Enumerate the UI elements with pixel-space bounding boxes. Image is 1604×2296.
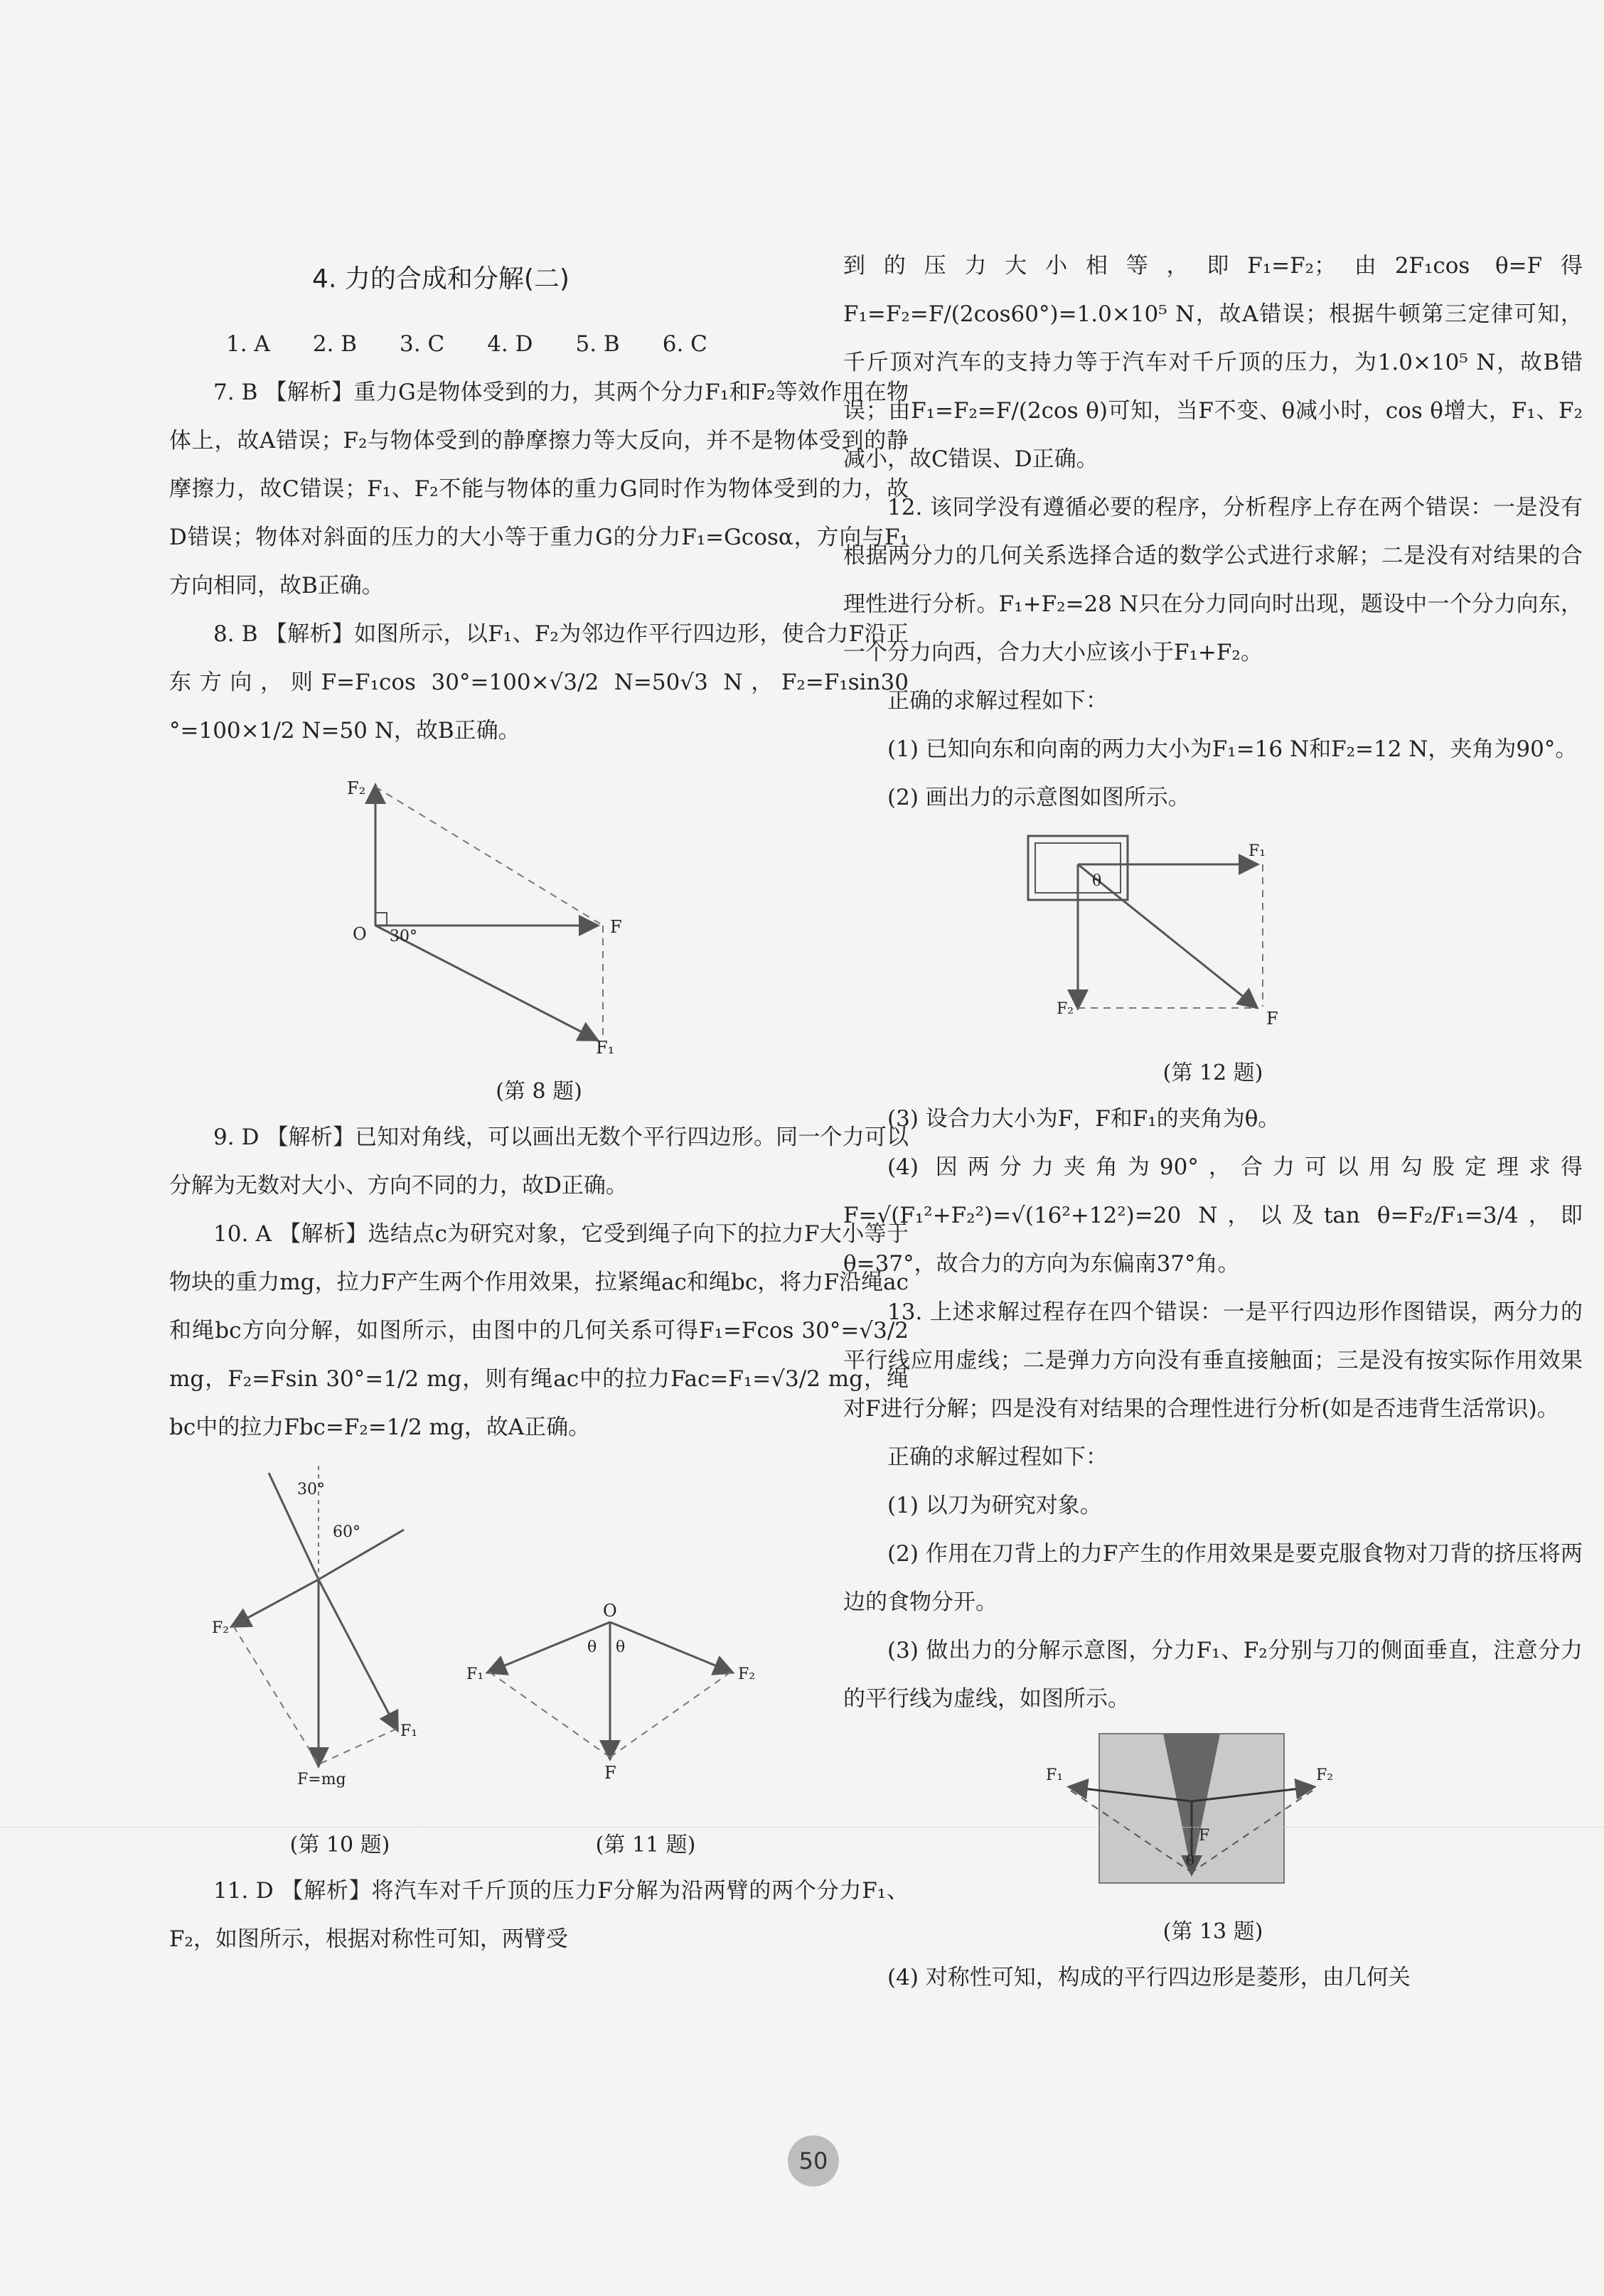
caption-fig13: (第 13 题)	[1162, 1919, 1263, 1944]
label-theta-r: θ	[616, 1638, 626, 1656]
q10-text: 10. A 【解析】选结点c为研究对象，它受到绳子向下的拉力F大小等于物块的重力mg，拉力F产生两个作用效果，拉紧绳ac和绳bc，将力F沿绳ac和绳bc方向分解，如图所示，由图中的几何关系可得F₁=Fcos 30°=√3/2 mg，F₂=Fsin 30°=1/2 mg，则有绳ac中的拉力Fac=F₁=√3/2 mg，绳bc中的拉力Fbc=F₂=1/2 mg，故A正确。	[169, 1221, 909, 1440]
answer-6: 6. C	[662, 331, 707, 357]
label-F-fig13: F	[1199, 1827, 1210, 1845]
label-F1-fig11: F₁	[466, 1665, 484, 1683]
q13-step1: (1) 以刀为研究对象。	[887, 1493, 1102, 1518]
label-60-fig10: 60°	[333, 1523, 360, 1541]
q9-text: 9. D 【解析】已知对角线，可以画出无数个平行四边形。同一个力可以分解为无数对大小、方向不同的力，故D正确。	[169, 1125, 909, 1198]
q12-step1: (1) 已知向东和向南的两力大小为F₁=16 N和F₂=12 N，夹角为90°。	[887, 736, 1578, 762]
caption-fig8: (第 8 题)	[496, 1079, 582, 1104]
label-30: 30°	[390, 928, 417, 945]
q12-head: 正确的求解过程如下：	[887, 688, 1108, 714]
label-F2-fig12: F₂	[1057, 1000, 1074, 1018]
q13-step2: (2) 作用在刀背上的力F产生的作用效果是要克服食物对刀背的挤压将两边的食物分开。	[843, 1541, 1583, 1615]
label-F2-fig10: F₂	[212, 1619, 230, 1637]
label-F-fig12: F	[1266, 1009, 1278, 1029]
answer-4: 4. D	[487, 331, 533, 357]
label-F2-fig11: F₂	[738, 1665, 756, 1683]
right-column	[843, 242, 1583, 2002]
figure-10-11	[169, 1452, 909, 1807]
q12-text: 12. 该同学没有遵循必要的程序，分析程序上存在两个错误：一是没有根据两分力的几何关系选择合适的数学公式进行求解；二是没有对结果的合理性进行分析。F₁+F₂=28 N只在分力同向时出现，题设中一个分力向东，一个分力向西，合力大小应该小于F₁+F₂。	[843, 495, 1583, 665]
answer-5: 5. B	[575, 331, 620, 357]
label-F1-fig13: F₁	[1046, 1766, 1064, 1784]
figure-12	[843, 822, 1583, 1035]
q11-text: 11. D 【解析】将汽车对千斤顶的压力F分解为沿两臂的两个分力F₁、F₂，如图所示，根据对称性可知，两臂受	[169, 1878, 909, 1952]
q13-text: 13. 上述求解过程存在四个错误：一是平行四边形作图错误，两分力的平行线应用虚线；二是弹力方向没有垂直接触面；三是没有按实际作用效果对F进行分解；四是没有对结果的合理性进行分析(如是否违背生活常识)。	[843, 1299, 1583, 1422]
answer-row	[169, 320, 909, 368]
label-30-fig10: 30°	[297, 1481, 325, 1498]
label-theta-fig13: θ	[1186, 1852, 1195, 1869]
q12-step4: (4) 因两分力夹角为90°，合力可以用勾股定理求得F=√(F₁²+F₂²)=√(16²+12²)=20 N，以及tan θ=F₂/F₁=3/4，即θ=37°，故合力的方向为东偏南37°角。	[843, 1154, 1583, 1277]
fold-line	[0, 1827, 1604, 1828]
left-column	[169, 320, 909, 1963]
answer-2: 2. B	[312, 331, 358, 357]
label-F1: F₁	[596, 1038, 615, 1053]
label-F2-fig13: F₂	[1316, 1766, 1334, 1784]
q13-step4: (4) 对称性可知，构成的平行四边形是菱形，由几何关	[887, 1965, 1411, 1990]
caption-fig11: (第 11 题)	[595, 1833, 696, 1857]
label-Fmg: F=mg	[297, 1771, 346, 1788]
label-theta-fig12: θ	[1092, 872, 1102, 890]
answer-3: 3. C	[400, 331, 445, 357]
q11-continued: 到的压力大小相等，即F₁=F₂；由2F₁cos θ=F得F₁=F₂=F/(2cos60°)=1.0×10⁵ N，故A错误；根据牛顿第三定律可知，千斤顶对汽车的支持力等于汽车对千斤顶的压力，为1.0×10⁵ N，故B错误；由F₁=F₂=F/(2cos θ)可知，当F不变、θ减小时，cos θ增大，F₁、F₂减小，故C错误、D正确。	[843, 253, 1583, 472]
label-O-fig11: O	[603, 1601, 617, 1621]
q12-step2: (2) 画出力的示意图如图所示。	[887, 785, 1190, 810]
q8-text: 8. B 【解析】如图所示，以F₁、F₂为邻边作平行四边形，使合力F沿正东方向，则F=F₁cos 30°=100×√3/2 N=50√3 N，F₂=F₁sin30 °=100×1/2 N=50 N，故B正确。	[169, 621, 909, 744]
q7-text: 7. B 【解析】重力G是物体受到的力，其两个分力F₁和F₂等效作用在物体上，故A错误；F₂与物体受到的静摩擦力等大反向，并不是物体受到的静摩擦力，故C错误；F₁、F₂不能与物体的重力G同时作为物体受到的力，故D错误；物体对斜面的压力的大小等于重力G的分力F₁=Gcosα，方向与F₁方向相同，故B正确。	[169, 380, 909, 599]
caption-row-10-11	[169, 1824, 909, 1867]
label-F-fig11: F	[604, 1763, 616, 1783]
q13-head: 正确的求解过程如下：	[887, 1444, 1108, 1470]
q12-step3: (3) 设合力大小为F，F和F₁的夹角为θ。	[887, 1106, 1280, 1132]
label-F: F	[610, 917, 622, 937]
section-title: 4. 力的合成和分解(二)	[312, 264, 570, 294]
caption-fig10: (第 10 题)	[289, 1833, 390, 1857]
label-F1-fig10: F₁	[400, 1722, 418, 1740]
page-number: 50	[788, 2135, 839, 2187]
figure-8	[169, 755, 909, 1053]
answer-1: 1. A	[226, 331, 270, 357]
label-F2: F₂	[347, 778, 366, 798]
label-theta-l: θ	[587, 1638, 597, 1656]
figure-13	[843, 1723, 1583, 1894]
label-F1-fig12: F₁	[1249, 842, 1266, 860]
label-O: O	[353, 924, 367, 944]
caption-fig12: (第 12 题)	[1162, 1061, 1263, 1085]
q13-step3: (3) 做出力的分解示意图，分力F₁、F₂分别与刀的侧面垂直，注意分力的平行线为虚线，如图所示。	[843, 1638, 1583, 1712]
